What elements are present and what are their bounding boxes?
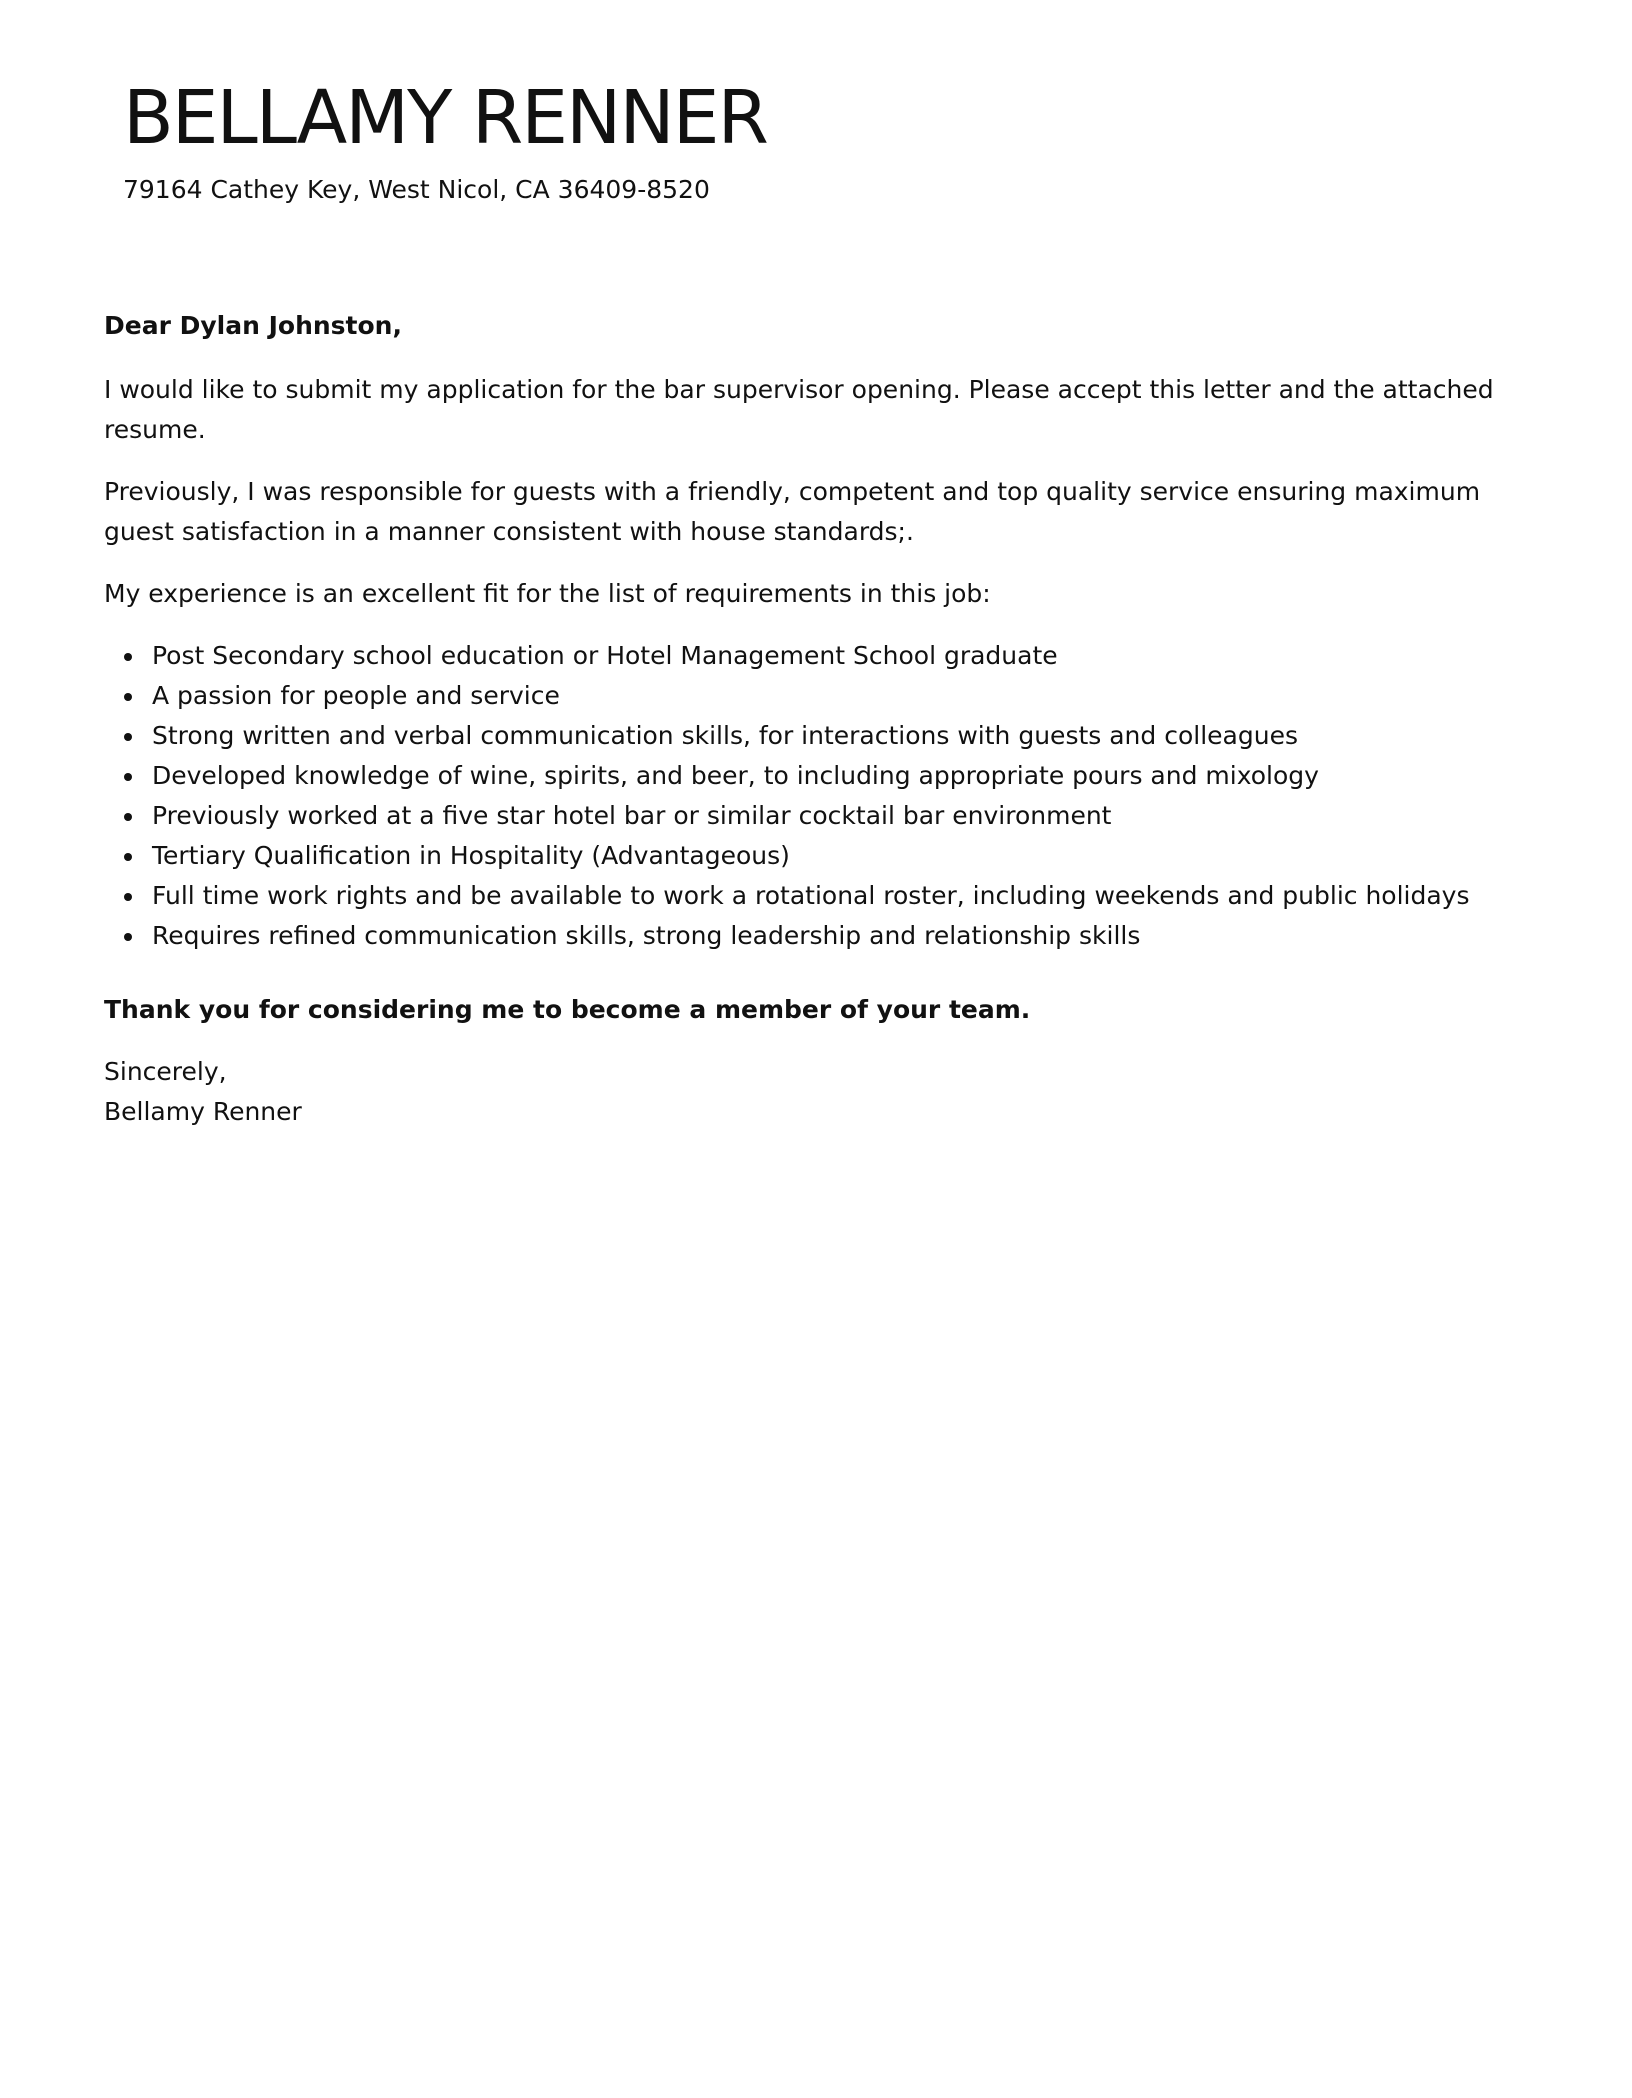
bullet-icon xyxy=(124,893,132,901)
requirements-intro: My experience is an excellent fit for the list of requirements in this job: xyxy=(104,579,991,608)
list-item xyxy=(152,636,1524,676)
requirements-list xyxy=(104,636,1524,956)
list-item-text: Developed knowledge of wine, spirits, and beer, to including appropriate pours and mixology xyxy=(152,761,1319,790)
bullet-icon xyxy=(124,813,132,821)
letter-header xyxy=(123,66,1423,204)
list-item xyxy=(152,756,1524,796)
list-item xyxy=(152,836,1524,876)
list-item-text: Strong written and verbal communication skills, for interactions with guests and colleagues xyxy=(152,721,1298,750)
closing-line: Thank you for considering me to become a member of your team. xyxy=(104,995,1031,1024)
experience-paragraph: Previously, I was responsible for guests with a friendly, competent and top quality service ensuring maximum guest satisfaction in a manner consistent with house standards;. xyxy=(104,477,1481,546)
list-item xyxy=(152,716,1524,756)
list-item-text: Tertiary Qualification in Hospitality (Advantageous) xyxy=(152,841,790,870)
list-item-text: Requires refined communication skills, strong leadership and relationship skills xyxy=(152,921,1141,950)
list-item-text: A passion for people and service xyxy=(152,681,560,710)
list-item xyxy=(152,876,1524,916)
list-item-text: Full time work rights and be available to work a rotational roster, including weekends and public holidays xyxy=(152,881,1470,910)
bullet-icon xyxy=(124,933,132,941)
valediction: Sincerely, xyxy=(104,1057,227,1086)
bullet-icon xyxy=(124,693,132,701)
salutation: Dear Dylan Johnston, xyxy=(104,311,402,340)
list-item-text: Previously worked at a five star hotel bar or similar cocktail bar environment xyxy=(152,801,1112,830)
signature-name: Bellamy Renner xyxy=(104,1097,302,1126)
bullet-icon xyxy=(124,773,132,781)
list-item-text: Post Secondary school education or Hotel Management School graduate xyxy=(152,641,1058,670)
bullet-icon xyxy=(124,733,132,741)
applicant-address: 79164 Cathey Key, West Nicol, CA 36409-8520 xyxy=(123,175,710,204)
bullet-icon xyxy=(124,853,132,861)
applicant-name: BELLAMY RENNER xyxy=(123,75,767,161)
letter-body xyxy=(104,306,1524,1132)
list-item xyxy=(152,796,1524,836)
list-item xyxy=(152,916,1524,956)
list-item xyxy=(152,676,1524,716)
bullet-icon xyxy=(124,653,132,661)
intro-paragraph: I would like to submit my application for the bar supervisor opening. Please accept this letter and the attached resume. xyxy=(104,375,1494,444)
